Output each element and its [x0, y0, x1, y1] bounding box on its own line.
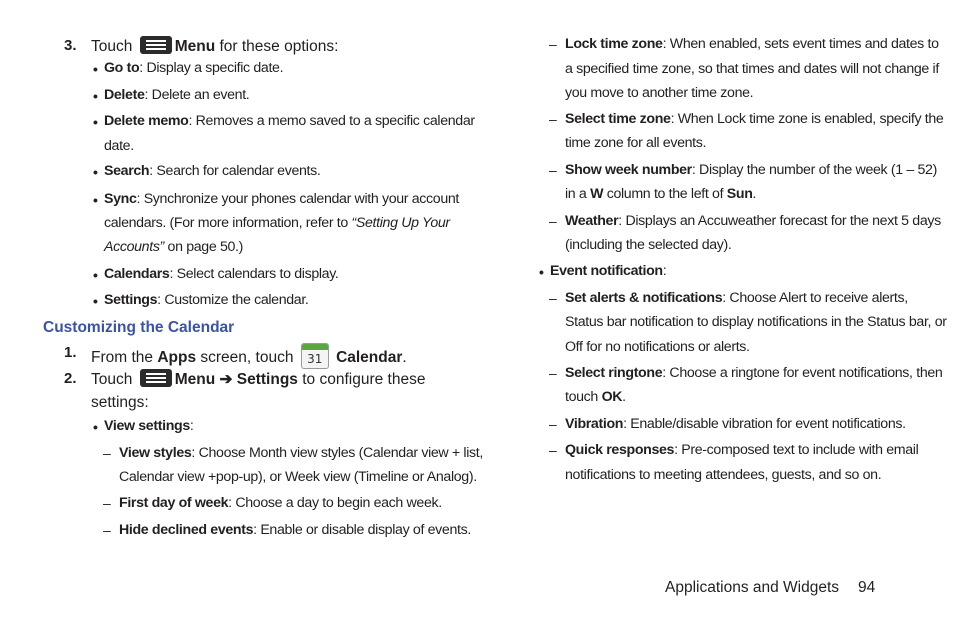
lock-time-zone-cont2: you move to another time zone.	[565, 85, 754, 101]
weather: Weather: Displays an Accuweather forecast for the next 5 days	[565, 213, 941, 229]
first-day-of-week: First day of week: Choose a day to begin each week.	[119, 495, 442, 511]
page-number: 94	[858, 579, 876, 596]
section-heading: Customizing the Calendar	[43, 319, 235, 336]
dash: –	[549, 442, 557, 458]
dash: –	[549, 365, 557, 381]
select-ringtone-cont: touch OK.	[565, 389, 626, 405]
dash: –	[549, 213, 557, 229]
set-alerts-cont2: Off for no notifications or alerts.	[565, 339, 750, 355]
show-week-number-cont: in a W column to the left of Sun.	[565, 186, 757, 202]
dash: –	[549, 111, 557, 127]
event-notification-label: Event notification:	[550, 263, 667, 279]
dash: –	[549, 162, 557, 178]
weather-cont: (including the selected day).	[565, 237, 732, 253]
view-styles-cont: Calendar view +pop-up), or Week view (Timeline or Analog).	[119, 469, 477, 485]
option-sync: Sync: Synchronize your phones calendar with your account	[104, 191, 460, 207]
option-delete-memo: Delete memo: Removes a memo saved to a specific calendar	[104, 113, 475, 129]
step-number: 2.	[64, 370, 77, 387]
dash: –	[103, 495, 111, 511]
step-2-text: Touch Menu ➔ Settings to configure these	[91, 371, 426, 388]
lock-time-zone-cont: a specified time zone, so that times and dates will not change if	[565, 61, 939, 77]
step-2-cont: settings:	[91, 394, 149, 411]
dash: –	[549, 290, 557, 306]
option-sync-cont: calendars. (For more information, refer to “Setting Up Your	[104, 215, 450, 231]
bullet: •	[539, 264, 544, 280]
bullet: •	[93, 164, 98, 180]
menu-icon	[140, 36, 172, 54]
option-delete-memo-cont: date.	[104, 138, 134, 154]
option-settings: Settings: Customize the calendar.	[104, 292, 309, 308]
bullet: •	[93, 267, 98, 283]
quick-responses-cont: notifications to meeting attendees, guests, and so on.	[565, 467, 882, 483]
select-ringtone: Select ringtone: Choose a ringtone for event notifications, then	[565, 365, 943, 381]
dash: –	[549, 416, 557, 432]
option-search: Search: Search for calendar events.	[104, 163, 321, 179]
bullet: •	[93, 114, 98, 130]
dash: –	[549, 36, 557, 52]
step-number: 1.	[64, 344, 77, 361]
set-alerts-cont: Status bar notification to display notifications in the Status bar, or	[565, 314, 947, 330]
cross-reference-link[interactable]: “Setting Up Your	[351, 215, 450, 231]
dash: –	[103, 445, 111, 461]
quick-responses: Quick responses: Pre-composed text to include with email	[565, 442, 919, 458]
lock-time-zone: Lock time zone: When enabled, sets event times and dates to	[565, 36, 939, 52]
dash: –	[103, 522, 111, 538]
step-1-text: From the Apps screen, touch 31 Calendar.	[91, 343, 407, 369]
bullet: •	[93, 88, 98, 104]
bullet: •	[93, 192, 98, 208]
set-alerts: Set alerts & notifications: Choose Alert to receive alerts,	[565, 290, 908, 306]
step-number: 3.	[64, 37, 77, 54]
footer-section-title: Applications and Widgets	[665, 579, 840, 596]
arrow-icon: ➔	[215, 371, 237, 388]
select-time-zone-cont: time zone for all events.	[565, 135, 707, 151]
bullet: •	[93, 61, 98, 77]
option-calendars: Calendars: Select calendars to display.	[104, 266, 339, 282]
view-styles: View styles: Choose Month view styles (Calendar view + list,	[119, 445, 483, 461]
bullet: •	[93, 293, 98, 309]
step-3-text: Touch Menu for these options:	[91, 38, 339, 55]
show-week-number: Show week number: Display the number of the week (1 – 52)	[565, 162, 937, 178]
vibration: Vibration: Enable/disable vibration for event notifications.	[565, 416, 906, 432]
option-go-to: Go to: Display a specific date.	[104, 60, 284, 76]
select-time-zone: Select time zone: When Lock time zone is enabled, specify the	[565, 111, 944, 127]
option-delete: Delete: Delete an event.	[104, 87, 250, 103]
calendar-icon: 31	[301, 343, 329, 369]
hide-declined-events: Hide declined events: Enable or disable display of events.	[119, 522, 471, 538]
cross-reference-link[interactable]: Accounts”	[104, 239, 164, 255]
option-sync-cont2: Accounts” on page 50.)	[104, 239, 244, 255]
view-settings-label: View settings:	[104, 418, 194, 434]
bullet: •	[93, 419, 98, 435]
menu-icon	[140, 369, 172, 387]
